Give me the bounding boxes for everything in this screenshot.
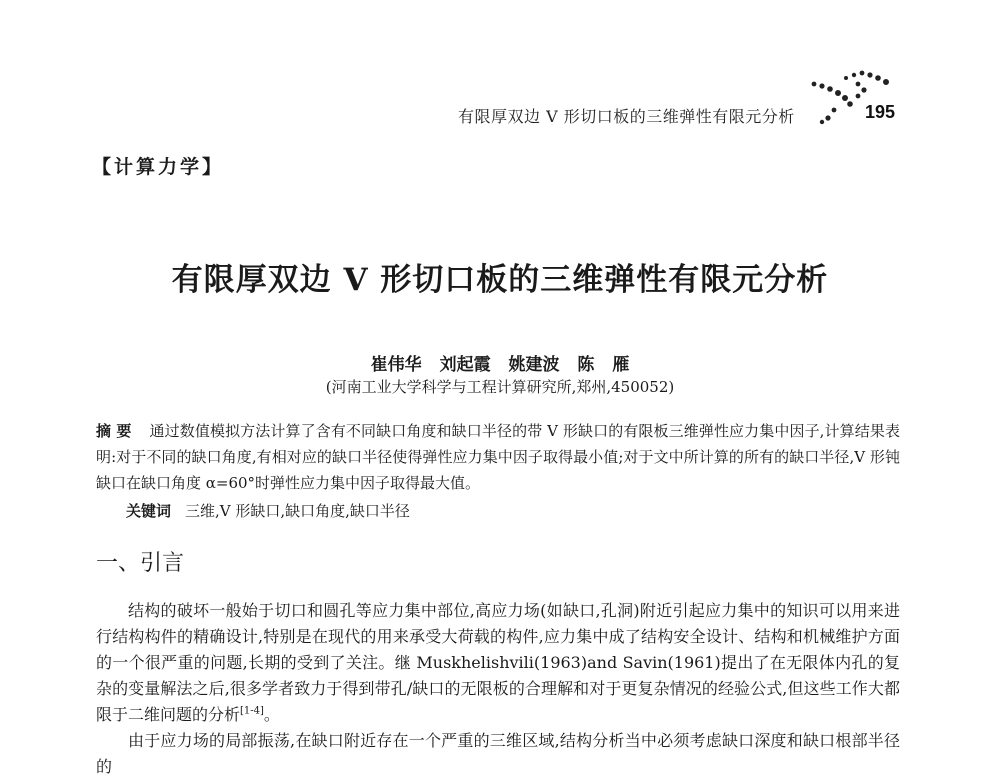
abstract-label: 摘 要 [96,422,132,440]
paragraph-end: 。 [263,705,280,724]
abstract-text: 通过数值模拟方法计算了含有不同缺口角度和缺口半径的带 V 形缺口的有限板三维弹性应力集中因子,计算结果表明:对于不同的缺口角度,有相对应的缺口半径使得弹性应力集中因子取得最小值;对于文中所计算的所有的缺口半径,V 形钝缺口在缺口角度 α=60°时弹性应力集中因子取得最大值。 [96,422,900,492]
section-tag: 【计算力学】 [92,156,225,178]
body-text [96,598,900,780]
paper-title: 有限厚双边 V 形切口板的三维弹性有限元分析 [171,262,829,298]
keywords-text: 三维,V 形缺口,缺口角度,缺口半径 [185,502,410,520]
affiliation: (河南工业大学科学与工程计算研究所,郑州,450052) [325,378,675,396]
paragraph: 由于应力场的局部振荡,在缺口附近存在一个严重的三维区域,结构分析当中必须考虑缺口深度和缺口根部半径的 [96,731,900,776]
abstract [96,418,900,496]
running-header: 有限厚双边 V 形切口板的三维弹性有限元分析 [458,107,795,126]
keywords [126,500,410,521]
keywords-label: 关键词 [126,502,172,520]
citation-ref: [1-4] [240,705,264,717]
paragraph-text: 结构的破坏一般始于切口和圆孔等应力集中部位,高应力场(如缺口,孔洞)附近引起应力集中的知识可以用来进行结构构件的精确设计,特别是在现代的用来承受大荷载的构件,应力集中成了结构安全设计、结构和机械维护方面的一个很严重的问题,长期的受到了关注。继 Muskhelishvili(1963)and Savin(1961)提出了在无限体内孔的复杂的变量解法之后,很多学者致力于得到带孔/缺口的无限板的合理解和对于更复杂情况的经验公式,但这些工作大都限于二维问题的分析 [96,601,900,724]
section-heading: 一、引言 [96,551,185,576]
authors: 崔伟华 刘起霞 姚建波 陈 雁 [370,355,630,375]
paragraph [96,598,900,728]
page-number: 195 [865,102,896,122]
